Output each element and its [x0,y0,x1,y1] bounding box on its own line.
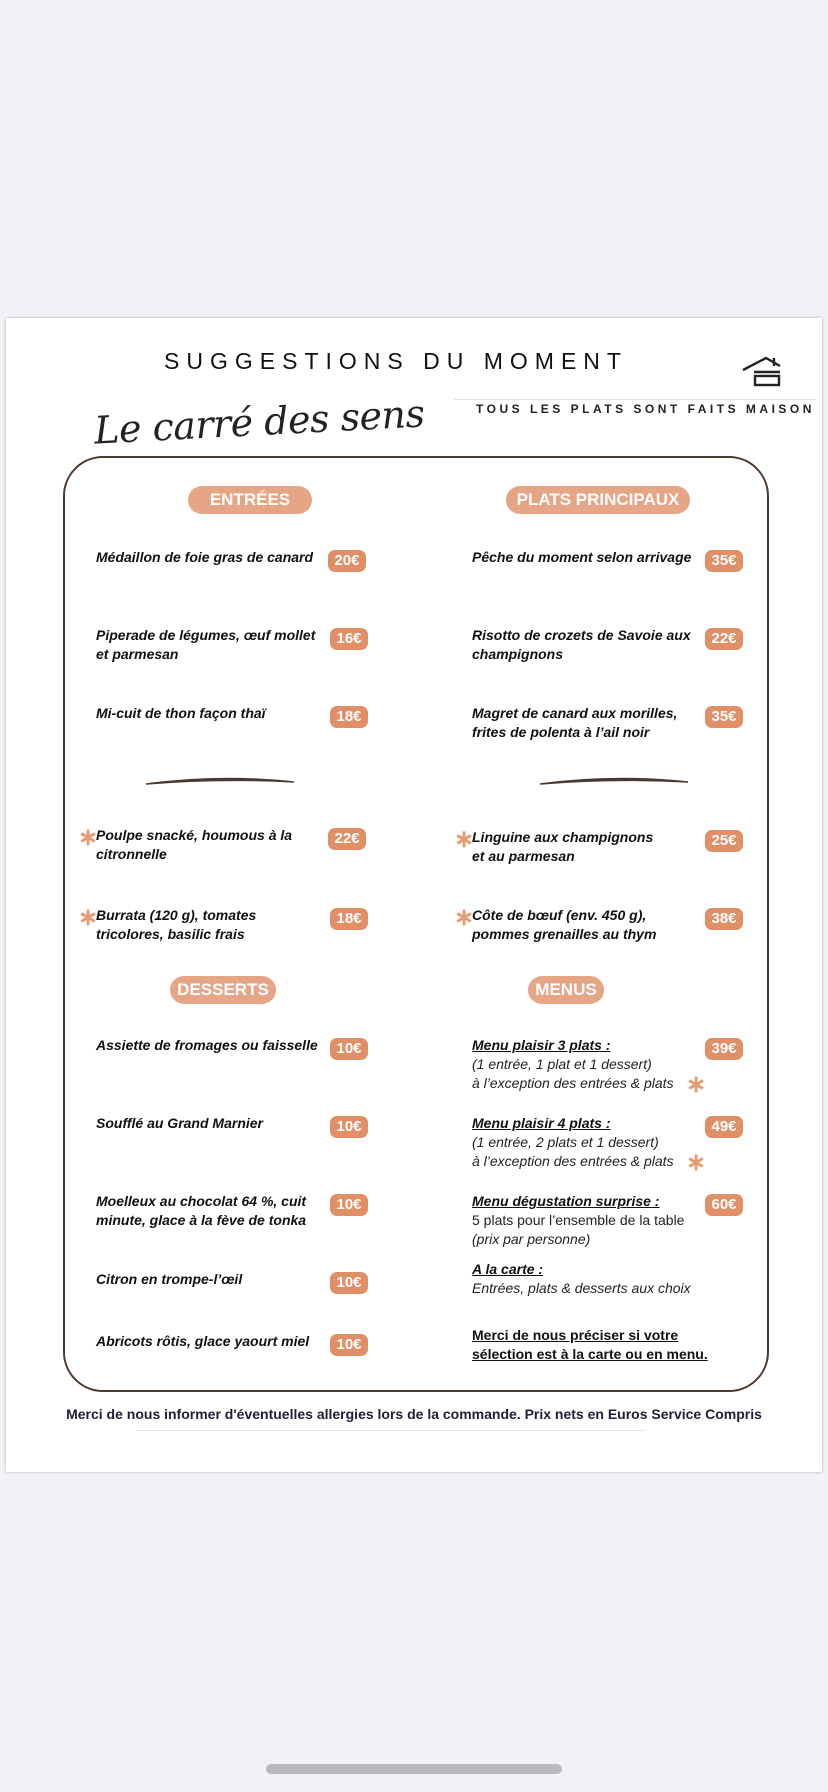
price-dessert-1: 10€ [330,1038,368,1060]
price-dessert-2: 10€ [330,1116,368,1138]
section-title-plats: PLATS PRINCIPAUX [506,486,690,514]
price-plat-4: 25€ [705,830,743,852]
menu-sheet [6,318,822,1472]
menu-item-4-name: A la carte : [472,1261,544,1277]
price-dessert-3: 10€ [330,1194,368,1216]
menu-item-4-line1: Entrées, plats & desserts aux choix [472,1280,691,1296]
menu-item-3-name: Menu dégustation surprise : [472,1193,660,1209]
price-entree-5: 18€ [330,908,368,930]
restaurant-logo: Le carré des sens [93,391,426,453]
price-dessert-4: 10€ [330,1272,368,1294]
menu-item-3-line2: (prix par personne) [472,1231,591,1247]
dish-entree-4: Poulpe snacké, houmous à la citronnelle [96,827,293,862]
menu-item-1-name: Menu plaisir 3 plats : [472,1037,611,1053]
menu-item-2-line1: (1 entrée, 2 plats et 1 dessert) [472,1134,659,1150]
dish-dessert-5: Abricots rôtis, glace yaourt miel [96,1333,310,1349]
menu-item-1-line2: à l’exception des entrées & plats [472,1075,674,1091]
menu-item-2-line2: à l’exception des entrées & plats [472,1153,674,1169]
menu-item-2-name: Menu plaisir 4 plats : [472,1115,611,1131]
dish-entree-5: Burrata (120 g), tomates tricolores, basilic frais [96,907,257,942]
dish-entree-2: Piperade de légumes, œuf mollet et parmesan [96,627,316,662]
menu-note: Merci de nous préciser si votre sélection est à la carte ou en menu. [472,1327,708,1362]
section-title-desserts: DESSERTS [170,976,276,1004]
price-entree-3: 18€ [330,706,368,728]
house-logo-icon [740,354,784,388]
star-icon: ∗ [78,904,99,931]
dish-plat-5: Côte de bœuf (env. 450 g), pommes grenailles au thym [472,907,657,942]
menu-item-2 [472,1114,707,1176]
menu-item-1 [472,1036,707,1098]
star-icon: ∗ [686,1149,707,1176]
dish-dessert-2: Soufflé au Grand Marnier [96,1115,263,1131]
dish-dessert-3: Moelleux au chocolat 64 %, cuit minute, glace à la fève de tonka [96,1193,307,1228]
price-plat-5: 38€ [705,908,743,930]
price-entree-4: 22€ [328,828,366,850]
header-rule [454,399,816,400]
section-title-entrees: ENTRÉES [188,486,312,514]
footer-rule [136,1430,646,1431]
dish-plat-3: Magret de canard aux morilles, frites de polenta à l’ail noir [472,705,678,740]
price-menu-3: 60€ [705,1194,743,1216]
allergy-footer: Merci de nous informer d'éventuelles allergies lors de la commande. Prix nets en Euros Service Compris [66,1406,762,1422]
price-entree-2: 16€ [330,628,368,650]
price-plat-3: 35€ [705,706,743,728]
menu-item-3 [472,1192,712,1249]
section-title-menus: MENUS [528,976,604,1004]
star-icon: ∗ [78,824,99,851]
price-menu-1: 39€ [705,1038,743,1060]
menu-item-4 [472,1260,712,1298]
dish-entree-1: Médaillon de foie gras de canard [96,549,314,565]
price-entree-1: 20€ [328,550,366,572]
price-plat-1: 35€ [705,550,743,572]
dish-plat-1: Pêche du moment selon arrivage [472,549,692,565]
menu-item-1-line1: (1 entrée, 1 plat et 1 dessert) [472,1056,652,1072]
divider-swash-left [144,776,296,788]
price-plat-2: 22€ [705,628,743,650]
home-indicator[interactable] [266,1764,562,1774]
star-icon: ∗ [454,826,475,853]
menu-item-3-line1: 5 plats pour l’ensemble de la table [472,1212,685,1228]
menu-title: SUGGESTIONS DU MOMENT [164,348,628,374]
menu-subtitle: TOUS LES PLATS SONT FAITS MAISON [476,402,815,416]
price-menu-2: 49€ [705,1116,743,1138]
dish-entree-3: Mi-cuit de thon façon thaï [96,705,266,721]
dish-dessert-1: Assiette de fromages ou faisselle [96,1037,318,1053]
price-dessert-5: 10€ [330,1334,368,1356]
star-icon: ∗ [686,1071,707,1098]
dish-dessert-4: Citron en trompe-l’œil [96,1271,243,1287]
divider-swash-right [538,776,690,788]
star-icon: ∗ [454,904,475,931]
dish-plat-4: Linguine aux champignons et au parmesan [472,829,654,864]
dish-plat-2: Risotto de crozets de Savoie aux champignons [472,627,691,662]
